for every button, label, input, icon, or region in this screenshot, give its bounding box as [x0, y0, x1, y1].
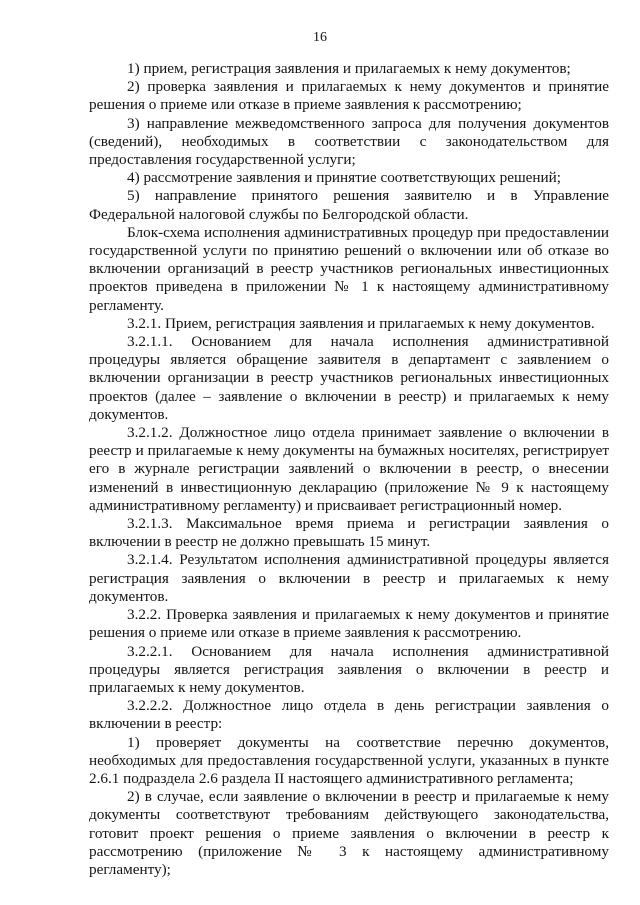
clause-3-2-1-3: 3.2.1.3. Максимальное время приема и регистрации заявления о включении в реестр не должно превышать 15 минут. — [89, 515, 609, 551]
section-heading-3-2-2: 3.2.2. Проверка заявления и прилагаемых к нему документов и принятие решения о приеме или отказе в приеме заявления к рассмотрению. — [89, 606, 609, 642]
list-item-review: 4) рассмотрение заявления и принятие соответствующих решений; — [127, 169, 562, 187]
list-item-sending-decision: 5) направление принятого решения заявителю и в Управление Федеральной налоговой службы по Белгородской области. — [89, 187, 609, 223]
clause-3-2-1-2: 3.2.1.2. Должностное лицо отдела принимает заявление о включении в реестр и прилагаемые к нему документы на бумажных носителях, регистрирует его в журнале регистрации заявлений о включении в реестр, о внесении изменений в инвестиционную декларацию (приложение № 9 к настоящему административному регламенту) и присваивает регистрационный номер. — [89, 424, 609, 514]
list-item-reception: 1) прием, регистрация заявления и прилагаемых к нему документов; — [127, 60, 571, 77]
clause-3-2-2-2: 3.2.2.2. Должностное лицо отдела в день регистрации заявления о включении в реестр: — [89, 697, 609, 733]
page-number: 16 — [313, 30, 327, 45]
list-item-interagency-request: 3) направление межведомственного запроса для получения документов (сведений), необходимых в соответствии с законодательством для предоставления государственной услуги; — [89, 114, 609, 169]
section-heading-3-2-1: 3.2.1. Прием, регистрация заявления и прилагаемых к нему документов. — [127, 314, 595, 332]
list-item-verification: 2) проверка заявления и прилагаемых к нему документов и принятие решения о приеме или отказе в приеме заявления к рассмотрению; — [89, 78, 609, 114]
clause-3-2-2-1: 3.2.2.1. Основанием для начала исполнения административной процедуры является регистрация заявления о включении в реестр и прилагаемых к нему документов. — [89, 642, 609, 696]
clause-3-2-1-1: 3.2.1.1. Основанием для начала исполнения административной процедуры является обращение заявителя в департамент с заявлением о включении организации в реестр участников региональных инвестиционных проектов (далее – заявление о включении в реестр) и прилагаемых к нему документов. — [89, 333, 609, 423]
list-item-prepares-decision: 2) в случае, если заявление о включении в реестр и прилагаемые к нему документы соответствуют требованиям действующего законодательства, готовит проект решения о приеме заявления о включении в реестр к рассмотрению (приложение № 3 к настоящему административному регламенту); — [89, 788, 609, 878]
clause-3-2-1-4: 3.2.1.4. Результатом исполнения административной процедуры является регистрация заявления о включении в реестр и прилагаемых к нему документов. — [89, 551, 609, 605]
paragraph-flowchart-reference: Блок-схема исполнения административных процедур при предоставлении государственной услуги по принятию решений о включении или об отказе во включении организаций в реестр участников региональных инвестиционных проектов приведена в приложении № 1 к настоящему административному регламенту. — [89, 223, 609, 314]
list-item-checks-documents: 1) проверяет документы на соответствие перечню документов, необходимых для предоставления государственной услуги, указанных в пункте 2.6.1 подраздела 2.6 раздела II настоящего административного регламента; — [89, 733, 609, 787]
document-body — [89, 60, 609, 879]
